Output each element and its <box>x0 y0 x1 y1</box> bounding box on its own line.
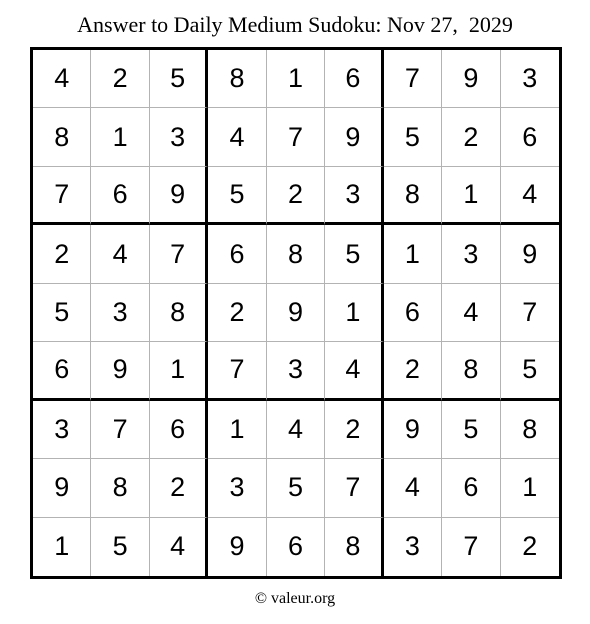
sudoku-cell-r7-c8: 5 <box>442 401 500 459</box>
sudoku-cell-r1-c8: 9 <box>442 50 500 108</box>
sudoku-cell-r3-c1: 7 <box>33 167 91 225</box>
sudoku-cell-r9-c6: 8 <box>325 518 383 576</box>
sudoku-cell-r6-c9: 5 <box>501 342 559 400</box>
sudoku-cell-r6-c3: 1 <box>150 342 208 400</box>
sudoku-cell-r6-c7: 2 <box>384 342 442 400</box>
sudoku-cell-r9-c2: 5 <box>91 518 149 576</box>
sudoku-cell-r6-c6: 4 <box>325 342 383 400</box>
sudoku-cell-r9-c5: 6 <box>267 518 325 576</box>
sudoku-cell-r2-c7: 5 <box>384 108 442 166</box>
sudoku-cell-r4-c1: 2 <box>33 225 91 283</box>
sudoku-cell-r6-c2: 9 <box>91 342 149 400</box>
sudoku-cell-r2-c3: 3 <box>150 108 208 166</box>
sudoku-cell-r2-c5: 7 <box>267 108 325 166</box>
copyright-footer: © valeur.org <box>254 590 336 607</box>
sudoku-cell-r1-c6: 6 <box>325 50 383 108</box>
sudoku-cell-r4-c7: 1 <box>384 225 442 283</box>
sudoku-cell-r9-c8: 7 <box>442 518 500 576</box>
sudoku-cell-r3-c4: 5 <box>208 167 266 225</box>
sudoku-cell-r5-c6: 1 <box>325 284 383 342</box>
sudoku-cell-r7-c1: 3 <box>33 401 91 459</box>
sudoku-cell-r8-c1: 9 <box>33 459 91 517</box>
sudoku-cell-r8-c7: 4 <box>384 459 442 517</box>
sudoku-cell-r7-c5: 4 <box>267 401 325 459</box>
sudoku-cell-r6-c5: 3 <box>267 342 325 400</box>
sudoku-cell-r1-c9: 3 <box>501 50 559 108</box>
sudoku-cell-r5-c7: 6 <box>384 284 442 342</box>
sudoku-cell-r6-c4: 7 <box>208 342 266 400</box>
sudoku-cell-r5-c3: 8 <box>150 284 208 342</box>
sudoku-cell-r5-c4: 2 <box>208 284 266 342</box>
sudoku-cell-r8-c9: 1 <box>501 459 559 517</box>
sudoku-cell-r8-c5: 5 <box>267 459 325 517</box>
sudoku-cell-r7-c6: 2 <box>325 401 383 459</box>
sudoku-cell-r5-c9: 7 <box>501 284 559 342</box>
sudoku-cell-r4-c6: 5 <box>325 225 383 283</box>
sudoku-cell-r3-c2: 6 <box>91 167 149 225</box>
sudoku-cell-r9-c9: 2 <box>522 531 538 562</box>
sudoku-cell-r7-c2: 7 <box>91 401 149 459</box>
sudoku-cell-r8-c6: 7 <box>325 459 383 517</box>
sudoku-cell-r4-c2: 4 <box>91 225 149 283</box>
sudoku-cell-r3-c8: 1 <box>442 167 500 225</box>
sudoku-cell-r9-c3: 4 <box>150 518 208 576</box>
sudoku-cell-r3-c7: 8 <box>384 167 442 225</box>
sudoku-cell-r1-c4: 8 <box>208 50 266 108</box>
sudoku-board <box>30 47 562 579</box>
sudoku-cell-r3-c9: 4 <box>501 167 559 225</box>
sudoku-cell-r7-c3: 6 <box>150 401 208 459</box>
sudoku-cell-r4-c9: 9 <box>501 225 559 283</box>
sudoku-cell-r6-c8: 8 <box>442 342 500 400</box>
sudoku-cell-r5-c5: 9 <box>267 284 325 342</box>
sudoku-cell-r4-c3: 7 <box>150 225 208 283</box>
sudoku-cell-r1-c3: 5 <box>150 50 208 108</box>
sudoku-cell-r8-c2: 8 <box>91 459 149 517</box>
sudoku-cell-r4-c8: 3 <box>442 225 500 283</box>
sudoku-cell-r4-c5: 8 <box>267 225 325 283</box>
sudoku-cell-r6-c1: 6 <box>33 342 91 400</box>
sudoku-cell-r3-c5: 2 <box>267 167 325 225</box>
sudoku-cell-r5-c1: 5 <box>33 284 91 342</box>
sudoku-cell-r4-c4: 6 <box>208 225 266 283</box>
sudoku-cell-r8-c4: 3 <box>208 459 266 517</box>
sudoku-cell-r9-c1: 1 <box>33 518 91 576</box>
sudoku-cell-r7-c4: 1 <box>208 401 266 459</box>
sudoku-cell-r1-c2: 2 <box>91 50 149 108</box>
sudoku-cell-r2-c4: 4 <box>208 108 266 166</box>
sudoku-cell-r1-c7: 7 <box>384 50 442 108</box>
sudoku-cell-r7-c9: 8 <box>501 401 559 459</box>
sudoku-cell-r1-c1: 4 <box>33 50 91 108</box>
sudoku-cell-r8-c3: 2 <box>150 459 208 517</box>
sudoku-cell-r2-c8: 2 <box>442 108 500 166</box>
sudoku-cell-r5-c8: 4 <box>442 284 500 342</box>
sudoku-cell-r9-c7: 3 <box>384 518 442 576</box>
sudoku-cell-r2-c6: 9 <box>325 108 383 166</box>
sudoku-cell-r7-c7: 9 <box>384 401 442 459</box>
sudoku-cell-r5-c2: 3 <box>91 284 149 342</box>
sudoku-cell-r1-c5: 1 <box>267 50 325 108</box>
sudoku-cell-r3-c3: 9 <box>150 167 208 225</box>
sudoku-cell-r3-c6: 3 <box>325 167 383 225</box>
sudoku-cell-r2-c2: 1 <box>91 108 149 166</box>
sudoku-cell-r8-c8: 6 <box>442 459 500 517</box>
sudoku-cell-r2-c9: 6 <box>501 108 559 166</box>
sudoku-cell-r2-c1: 8 <box>33 108 91 166</box>
page-title: Answer to Daily Medium Sudoku: Nov 27, 2029 <box>77 12 513 37</box>
sudoku-cell-r9-c4: 9 <box>208 518 266 576</box>
